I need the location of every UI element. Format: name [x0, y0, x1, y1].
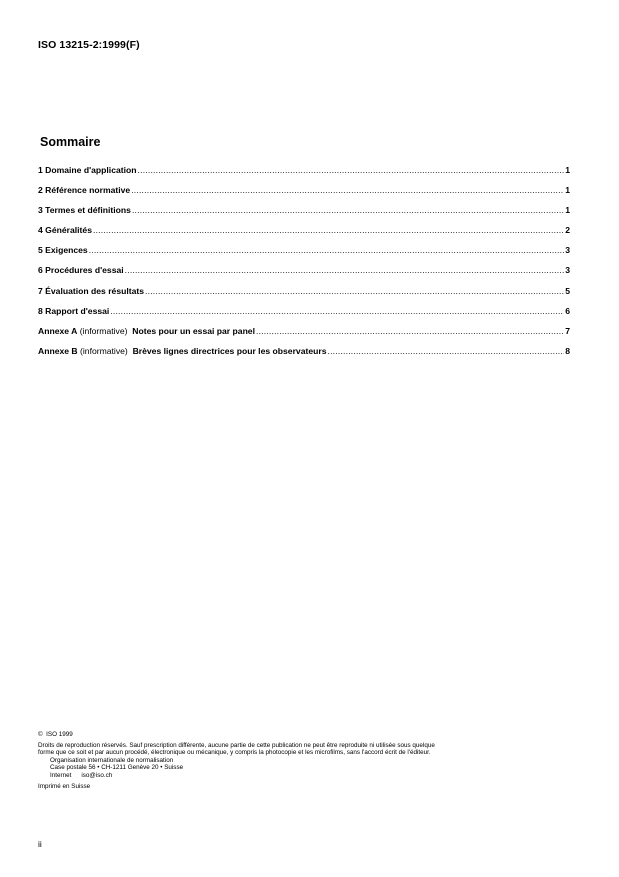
toc-entry[interactable]	[38, 204, 570, 224]
toc-title: Sommaire	[40, 135, 101, 149]
copyright-line: © ISO 1999	[38, 731, 73, 738]
copyright-notice	[38, 731, 578, 790]
toc-entry[interactable]	[38, 164, 570, 184]
toc-entry[interactable]	[38, 264, 570, 284]
toc-entry-page: 7	[565, 325, 570, 336]
toc-entry-label: 6 Procédures d'essai	[38, 265, 124, 276]
rights-text-line-2: forme que ce soit et par aucun procédé, électronique ou mécanique, y compris la photocopie et les microfilms, sans l'accord écrit de l'éditeur.	[38, 749, 431, 757]
toc-annex-title: Notes pour un essai par panel	[132, 325, 255, 336]
organisation-name: Organisation internationale de normalisation	[50, 756, 174, 764]
printed-in: Imprimé en Suisse	[38, 782, 91, 790]
toc-entry-page: 3	[565, 265, 570, 276]
toc-leader-dots	[145, 285, 564, 297]
toc-leader-dots	[93, 224, 564, 236]
toc-entry-page: 8	[565, 345, 570, 356]
toc-leader-dots	[110, 305, 564, 317]
postal-address: Case postale 56 • CH-1211 Genève 20 • Suisse	[50, 764, 184, 772]
email-link[interactable]: iso@iso.ch	[81, 771, 113, 779]
toc-leader-dots	[256, 325, 564, 337]
page-number: ii	[38, 839, 42, 849]
toc-annex-label: Annexe B	[38, 345, 78, 356]
rights-text-line-1: Droits de reproduction réservés. Sauf prescription différente, aucune partie de cette publication ne peut être reproduite ni utilisée sous quelque	[38, 741, 435, 749]
toc-entry-label: 5 Exigences	[38, 245, 88, 256]
toc-entry-label: 4 Généralités	[38, 225, 92, 236]
toc-leader-dots	[328, 345, 565, 357]
toc-entry-annex[interactable]	[38, 345, 570, 365]
toc-entry[interactable]	[38, 184, 570, 204]
toc-entry-label: 7 Évaluation des résultats	[38, 285, 145, 296]
toc-leader-dots	[131, 184, 564, 196]
toc-entry[interactable]	[38, 224, 570, 244]
toc-leader-dots	[125, 264, 564, 276]
toc-entry-page: 5	[565, 285, 570, 296]
toc-entry-annex[interactable]	[38, 325, 570, 345]
toc-annex-type: (informative)	[77, 325, 133, 336]
toc-annex-label: Annexe A	[38, 325, 78, 336]
table-of-contents	[38, 164, 570, 365]
toc-entry-page: 3	[565, 245, 570, 256]
toc-leader-dots	[132, 204, 564, 216]
toc-entry[interactable]	[38, 305, 570, 325]
toc-entry-page: 1	[565, 165, 570, 175]
toc-entry-page: 2	[565, 225, 570, 236]
toc-entry-label: 1 Domaine d'application	[38, 165, 137, 175]
toc-entry-page: 1	[565, 205, 570, 216]
toc-entry-page: 6	[565, 305, 570, 316]
internet-label: Internet	[50, 771, 72, 779]
standard-identifier: ISO 13215-2:1999(F)	[38, 39, 140, 51]
toc-leader-dots	[89, 244, 564, 256]
toc-annex-type: (informative)	[77, 345, 133, 356]
toc-entry[interactable]	[38, 244, 570, 264]
internet-contact	[38, 772, 578, 780]
toc-annex-title: Brèves lignes directrices pour les observateurs	[132, 345, 327, 356]
toc-leader-dots	[138, 164, 564, 176]
toc-entry-label: 8 Rapport d'essai	[38, 305, 110, 316]
toc-entry-label: 2 Référence normative	[38, 185, 131, 196]
toc-entry[interactable]	[38, 285, 570, 305]
toc-entry-page: 1	[565, 185, 570, 196]
toc-entry-label: 3 Termes et définitions	[38, 205, 131, 216]
